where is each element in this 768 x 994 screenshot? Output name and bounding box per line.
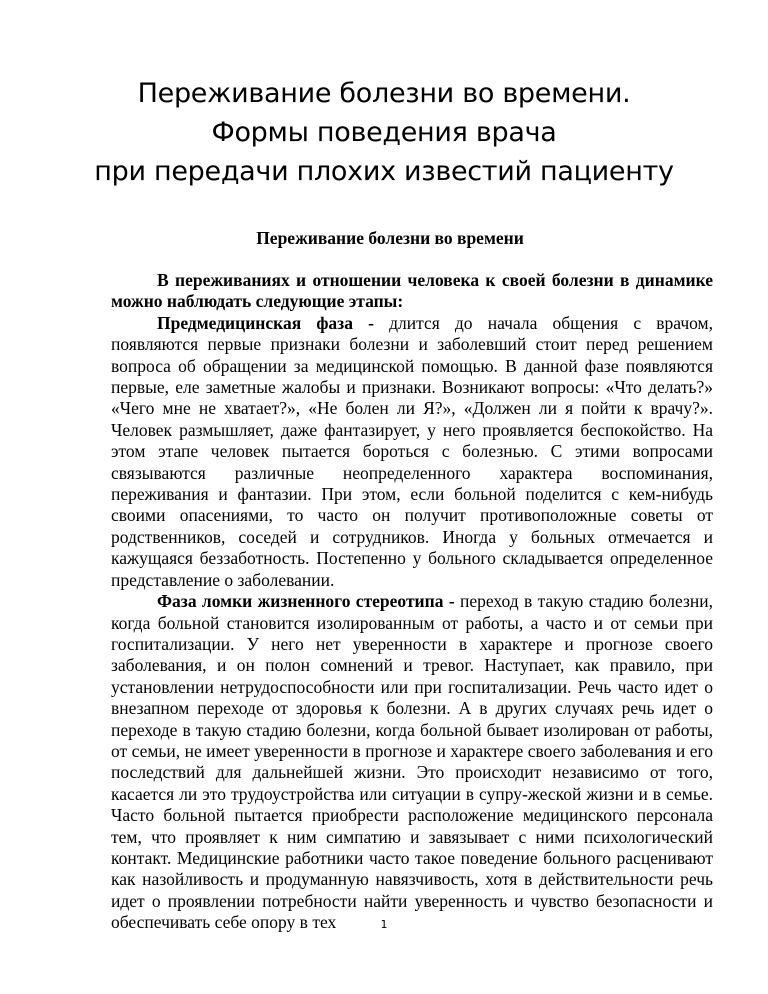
document-body [111,270,713,934]
page-title [40,74,728,191]
title-line-2: Формы поведения врача [211,117,557,148]
stereotype-break-phase-text: переход в такую стадию болезни, когда больной становится изолированным от работы, а часто и от семьи при госпитализации. У него нет уверенности в характере и прогнозе своего заболевания, и он полон сомнений и тревог. Наступает, как правило, при установлении нетрудоспособности или при госпитализации. Речь часто идет о внезапном переходе от здоровья к болезни. А в других случаях речь идет о переходе в такую стадию болезни, когда больной бывает изолирован от работы, от семьи, не имеет уверенности в прогнозе и характере своего заболевания и его последствий для дальнейшей жизни. Это происходит независимо от того, касается ли это трудоустройства или ситуации в супру-жеской жизни и в семье. Часто больной пытается приобрести расположение медицинского персонала тем, что проявляет к ним симпатию и завязывает с ними психологический контакт. Медицинские работники часто такое поведение больного расценивают как назойливость и продуманную навязчивость, хотя в действительности речь идет о проявлении потребности найти уверенность и чувство безопасности и обеспечивать себе опору в тех [111,591,713,933]
intro-paragraph: В переживаниях и отношении человека к своей болезни в динамике можно наблюдать следующие этапы: [111,270,713,312]
term-stereotype-break-phase: Фаза ломки жизненного стереотипа - [157,591,455,612]
paragraph-premedical-phase [111,313,713,591]
premedical-phase-text: длится до начала общения с врачом, появляются первые признаки болезни и заболевший стоит перед решением вопроса об обращении за медицинской помощью. В данной фазе появляются первые, еле заметные жалобы и признаки. Возникают вопросы: «Что делать?» «Чего мне не хватает?», «Не болен ли Я?», «Должен ли я пойти к врачу?». Человек размышляет, даже фантазирует, у него проявляется беспокойство. На этом этапе человек пытается бороться с болезнью. С этими вопросами связываются различные неопределенного характера воспоминания, переживания и фантазии. При этом, если больной поделится с кем-нибудь своими опасениями, то часто он получит противоположные советы от родственников, соседей и сотрудников. Иногда у больных отмечается и кажущаяся беззаботность. Постепенно у больного складывается определенное представление о заболевании. [111,312,713,590]
title-line-1: Переживание болезни во времени. [137,78,631,109]
paragraph-stereotype-break-phase [111,591,713,934]
section-heading: Переживание болезни во времени [256,228,524,248]
title-line-3: при передачи плохих известий пациенту [94,156,674,187]
term-premedical-phase: Предмедицинская фаза - [157,312,374,333]
page-number: 1 [380,918,388,931]
